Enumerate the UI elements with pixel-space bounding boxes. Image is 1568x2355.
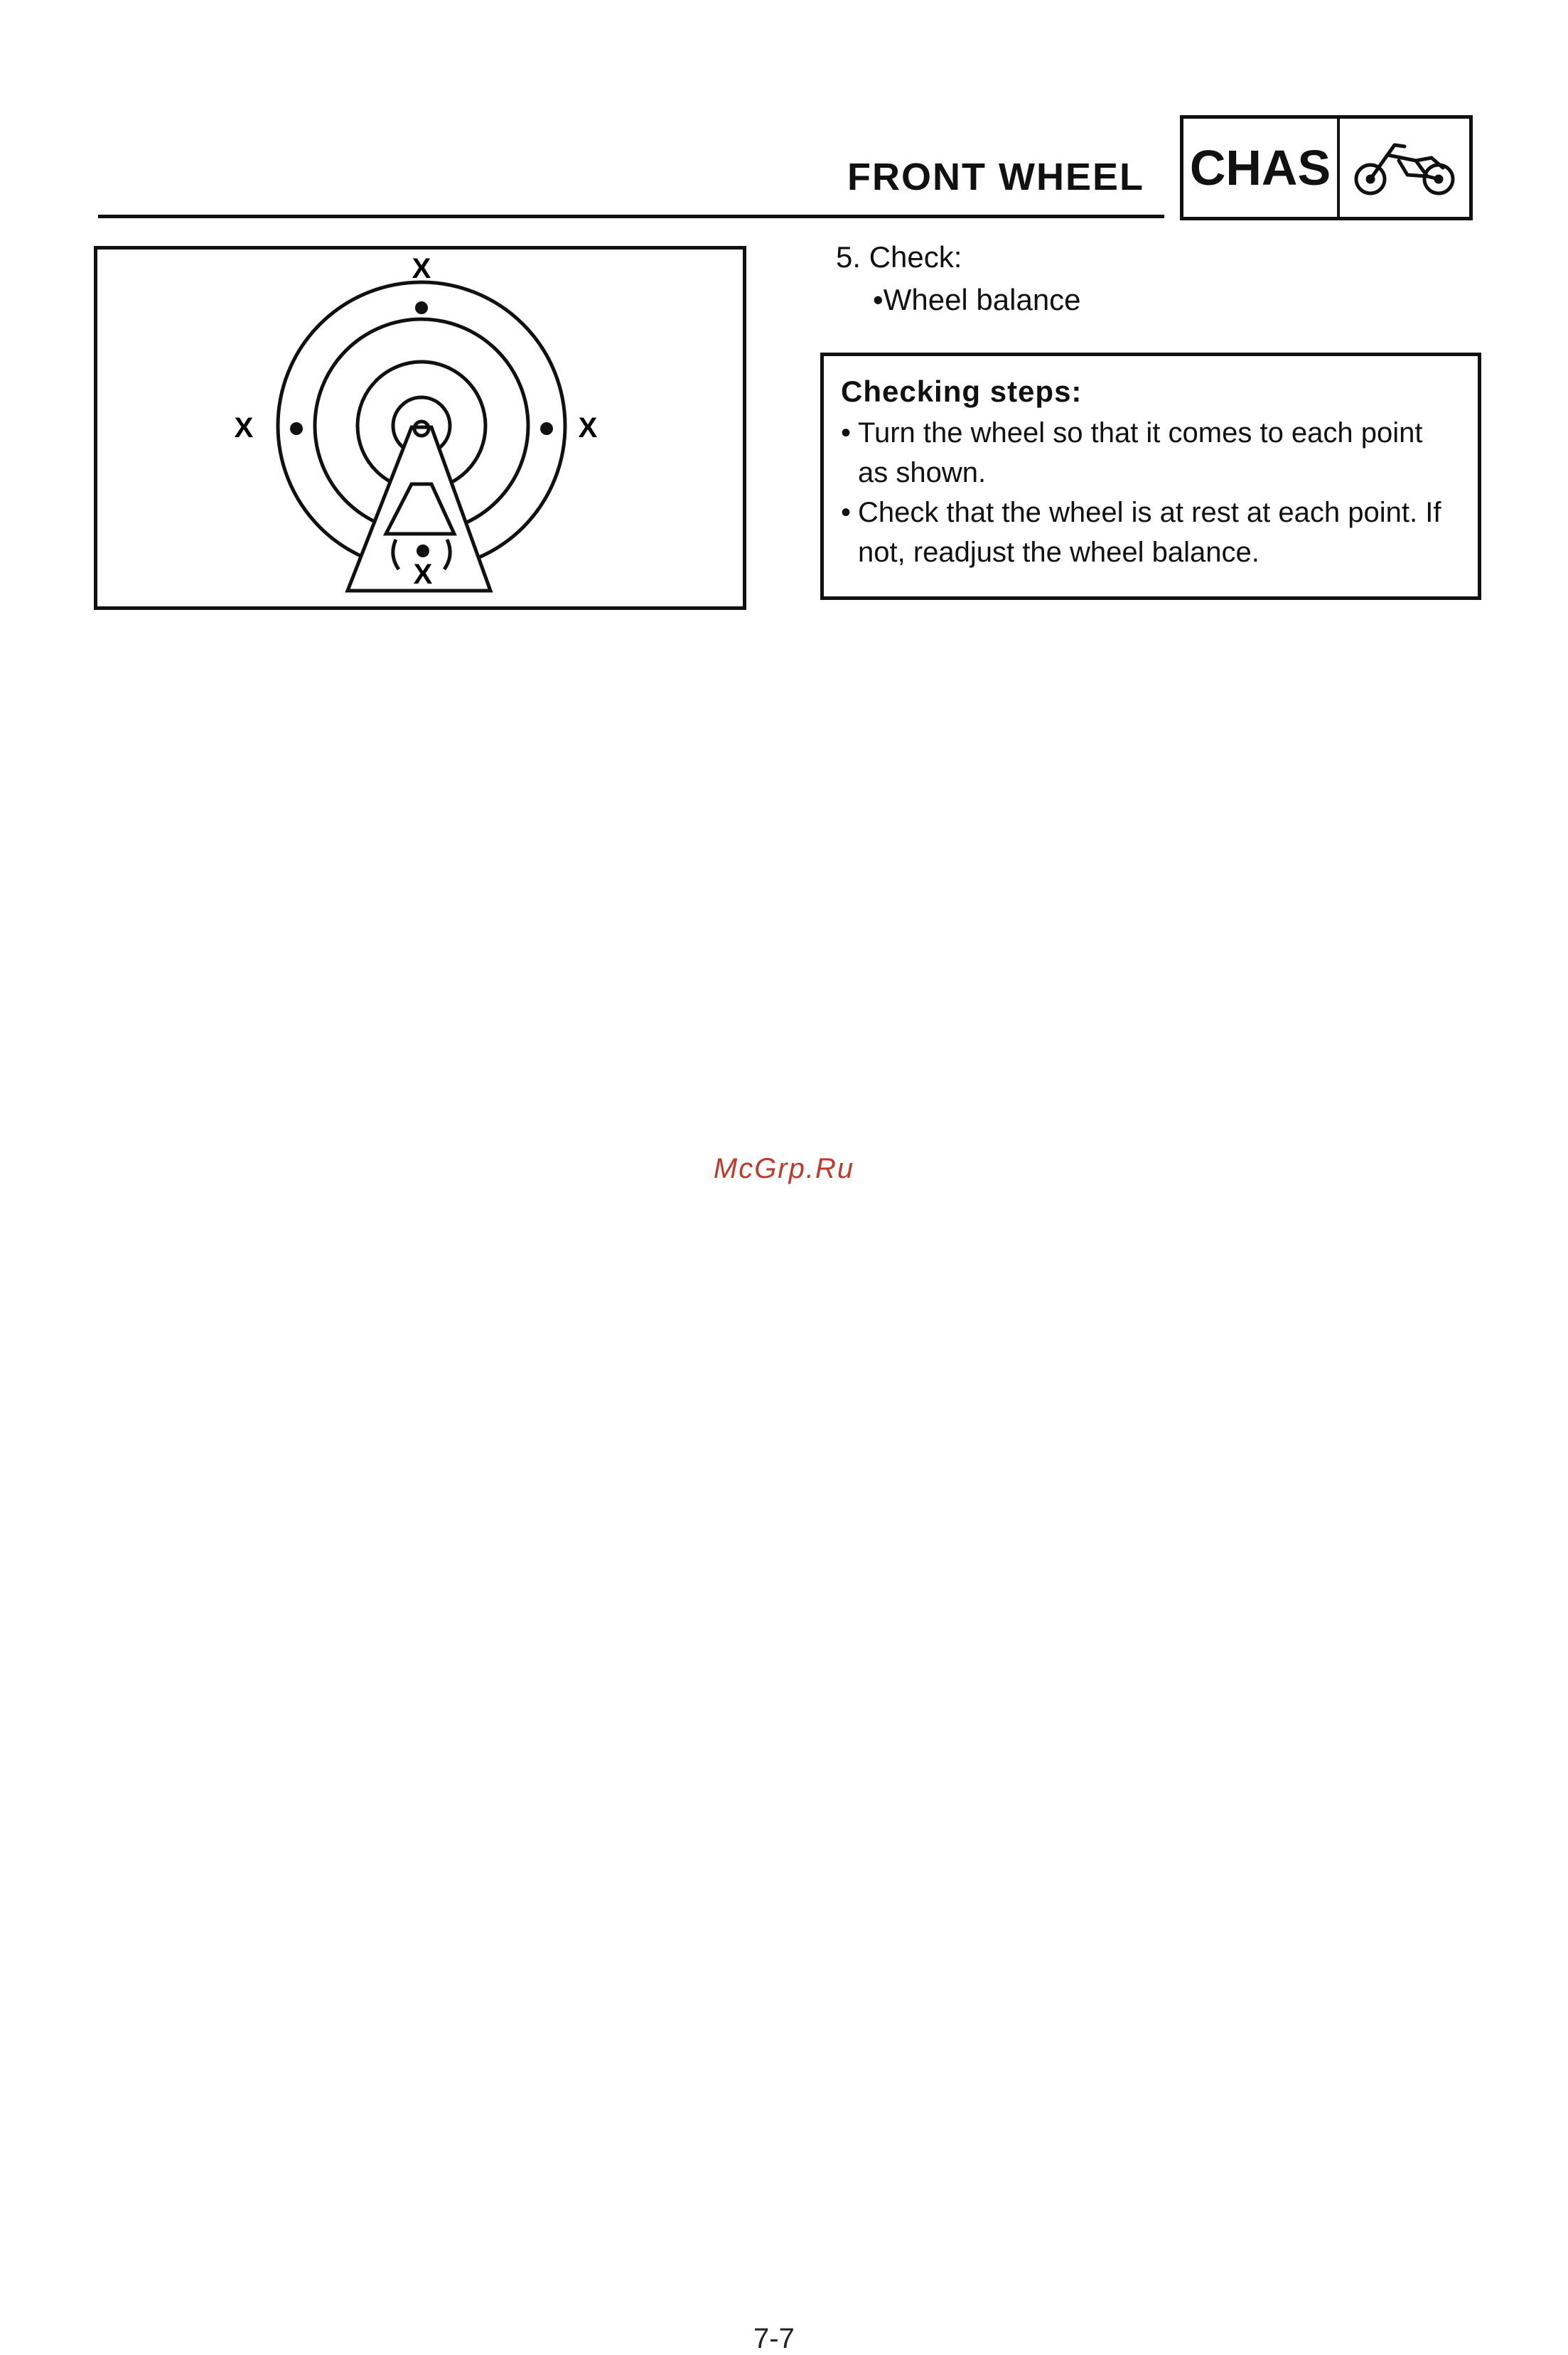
section-label: CHAS — [1183, 119, 1340, 217]
step-number: 5. Check: — [836, 240, 962, 274]
mark-left: X — [234, 412, 254, 444]
point-top — [415, 301, 428, 314]
list-item-text: Check that the wheel is at rest at each point. If not, readjust the wheel balance. — [858, 497, 1441, 568]
mark-top: X — [412, 253, 431, 284]
list-item-text: Turn the wheel so that it comes to each point as shown. — [858, 417, 1423, 488]
point-bottom — [417, 545, 429, 557]
checking-steps-box — [820, 353, 1481, 600]
bullet-icon: • — [841, 417, 852, 449]
motorcycle-icon — [1340, 119, 1469, 217]
page-number: 7-7 — [753, 2323, 795, 2354]
list-item — [841, 413, 1459, 493]
checking-steps-title: Checking steps: — [841, 375, 1083, 408]
list-item — [841, 493, 1459, 572]
section-badge — [1180, 115, 1473, 220]
wheel-balance-figure — [94, 246, 746, 610]
step-item: •Wheel balance — [873, 283, 1081, 316]
watermark: McGrp.Ru — [713, 1153, 855, 1184]
header-rule — [98, 215, 1164, 218]
mark-bottom: X — [413, 559, 433, 590]
point-left — [290, 422, 303, 435]
point-right — [540, 422, 553, 435]
bullet-icon: • — [841, 497, 852, 528]
page-title: FRONT WHEEL — [847, 156, 1144, 198]
mark-right: X — [578, 412, 598, 444]
